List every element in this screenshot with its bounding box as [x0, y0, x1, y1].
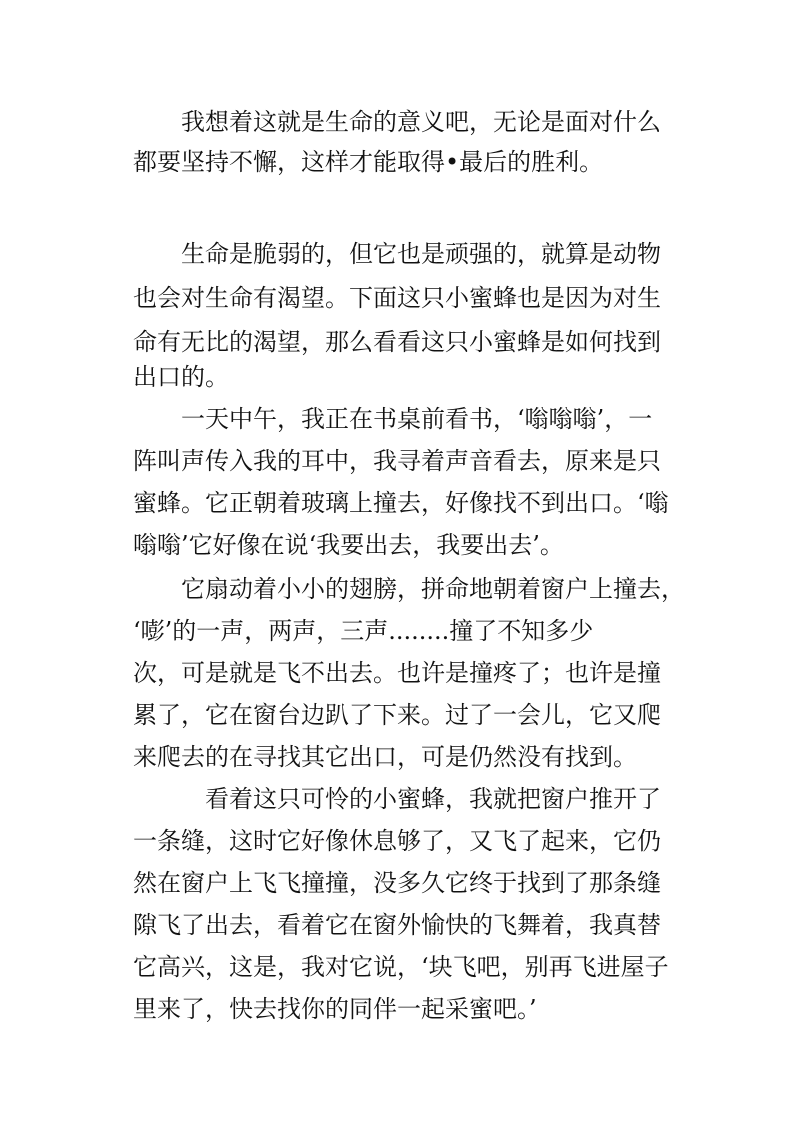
paragraph-4-line-5: 来爬去的在寻找其它出口，可是仍然没有找到。 [133, 743, 637, 771]
paragraph-5-line-3: 然在窗户上飞飞撞撞，没多久它终于找到了那条缝 [133, 869, 661, 897]
paragraph-2-line-4: 出口的。 [133, 363, 229, 391]
paragraph-1-line-1: 我想着这就是生命的意义吧，无论是面对什么 [181, 108, 661, 136]
paragraph-5-line-6: 里来了，快去找你的同伴一起采蜜吧。’ [133, 995, 537, 1023]
paragraph-4-line-4: 累了，它在窗台边趴了下来。过了一会儿，它又爬 [133, 701, 661, 729]
paragraph-3-line-3: 蜜蜂。它正朝着玻璃上撞去，好像找不到出口。‘嗡 [133, 489, 669, 517]
paragraph-4-line-1: 它扇动着小小的翅膀，拼命地朝着窗户上撞去， [181, 575, 685, 603]
paragraph-4-line-3: 次，可是就是飞不出去。也许是撞疼了；也许是撞 [133, 659, 661, 687]
paragraph-4-line-2: ‘嘭’的一声，两声，三声........撞了不知多少 [133, 617, 594, 645]
paragraph-2-line-3: 命有无比的渴望，那么看看这只小蜜蜂是如何找到 [133, 328, 661, 356]
paragraph-3-line-4: 嗡嗡’它好像在说‘我要出去，我要出去’。 [133, 531, 564, 559]
paragraph-2-line-2: 也会对生命有渴望。下面这只小蜜蜂也是因为对生 [133, 284, 661, 312]
paragraph-5-line-4: 隙飞了出去，看着它在窗外愉快的飞舞着，我真替 [133, 911, 661, 939]
paragraph-2-line-1: 生命是脆弱的，但它也是顽强的，就算是动物 [181, 240, 661, 268]
paragraph-1-line-2: 都要坚持不懈，这样才能取得•最后的胜利。 [133, 148, 604, 176]
paragraph-5-line-1: 看着这只可怜的小蜜蜂，我就把窗户推开了 [205, 785, 661, 813]
paragraph-5-line-2: 一条缝，这时它好像休息够了，又飞了起来，它仍 [133, 827, 661, 855]
paragraph-3-line-2: 阵叫声传入我的耳中，我寻着声音看去，原来是只 [133, 447, 661, 475]
paragraph-5-line-5: 它高兴，这是，我对它说，‘块飞吧，别再飞进屋子 [133, 953, 669, 981]
paragraph-3-line-1: 一天中午，我正在书桌前看书，‘嗡嗡嗡’，一 [181, 405, 653, 433]
